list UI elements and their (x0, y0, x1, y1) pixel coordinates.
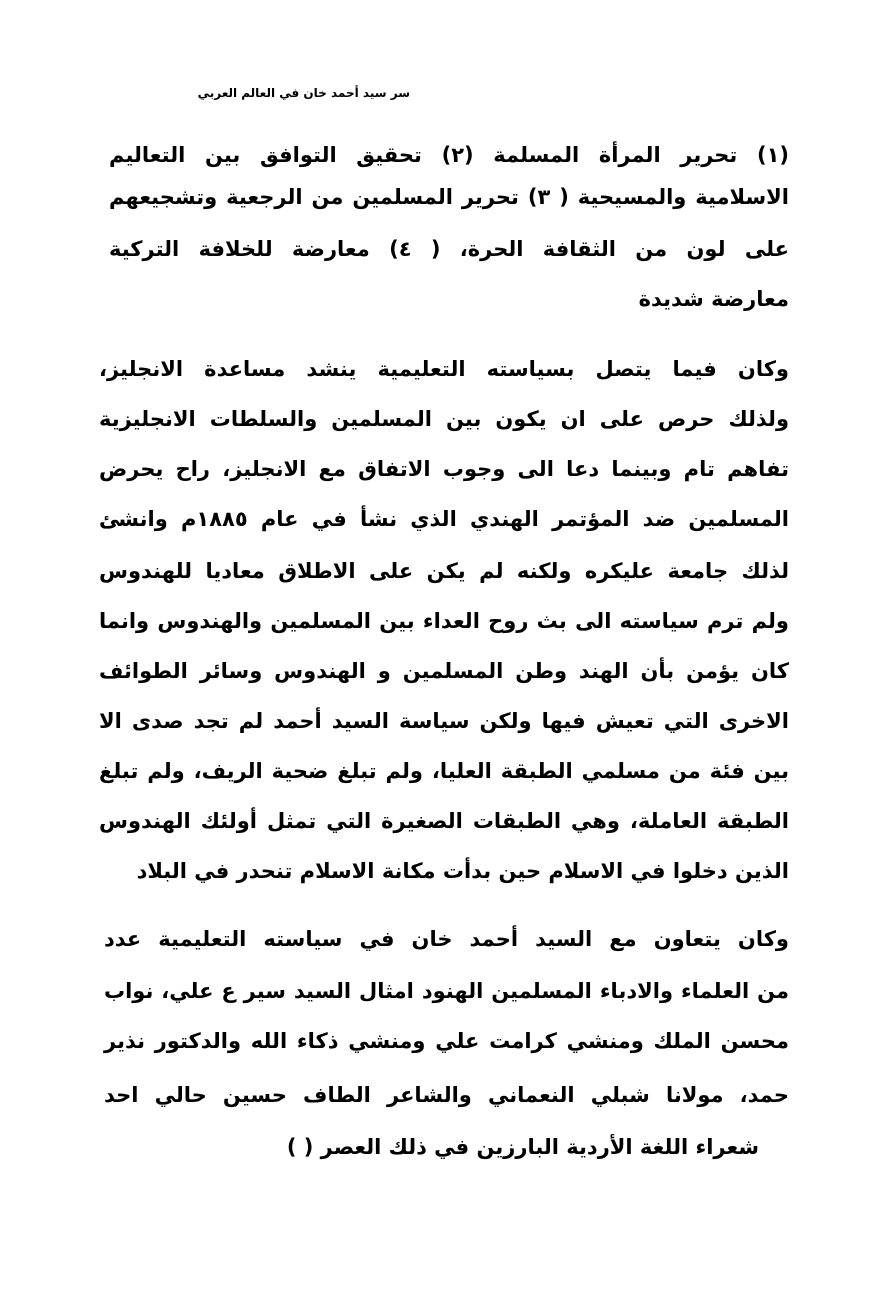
paragraph-2-line-7: كان يؤمن بأن الهند وطن المسلمين و الهندوس وسائر الطوائف (99, 659, 789, 683)
paragraph-2-line-10: الطبقة العاملة، وهي الطبقات الصغيرة التي تمثل أولئك الهندوس (99, 809, 789, 833)
paragraph-3-line-3: محسن الملك ومنشي كرامت علي ومنشي ذكاء الله والدكتور نذير (104, 1029, 789, 1053)
paragraph-2-line-6: ولم ترم سياسته الى بث روح العداء بين المسلمين والهندوس وانما (99, 609, 789, 633)
paragraph-2-line-5: لذلك جامعة عليكره ولكنه لم يكن على الاطلاق معاديا للهندوس (99, 559, 789, 583)
paragraph-2-line-9: بين فئة من مسلمي الطبقة العليا، ولم تبلغ ضحية الريف، ولم تبلغ (99, 759, 789, 783)
paragraph-2-line-3: تفاهم تام وبينما دعا الى وجوب الاتفاق مع الانجليز، راح يحرض (99, 457, 789, 481)
paragraph-2-line-4: المسلمين ضد المؤتمر الهندي الذي نشأ في عام ١٨٨٥م وانشئ (99, 507, 789, 531)
paragraph-3-line-5: شعراء اللغة الأردية البارزين في ذلك العصر ( ) (286, 1135, 759, 1159)
running-header: سر سيد أحمد خان في العالم العربي (197, 86, 410, 100)
paragraph-3-line-2: من العلماء والادباء المسلمين الهنود امثال السيد سير ع علي، نواب (104, 979, 789, 1003)
paragraph-2-line-1: وكان فيما يتصل بسياسته التعليمية ينشد مساعدة الانجليز، (99, 357, 789, 381)
paragraph-3-line-4: حمد، مولانا شبلي النعماني والشاعر الطاف حسين حالي احد (104, 1083, 789, 1107)
paragraph-1-line-3: على لون من الثقافة الحرة، ( ٤) معارضة للخلافة التركية (109, 237, 789, 261)
paragraph-2-line-11: الذين دخلوا في الاسلام حين بدأت مكانة الاسلام تنحدر في البلاد (136, 859, 789, 883)
paragraph-3-line-1: وكان يتعاون مع السيد أحمد خان في سياسته التعليمية عدد (104, 927, 789, 951)
paragraph-2-line-2: ولذلك حرص على ان يكون بين المسلمين والسلطات الانجليزية (99, 407, 789, 431)
paragraph-1-line-4: معارضة شديدة (638, 287, 789, 311)
paragraph-1-line-1: (١) تحرير المرأة المسلمة (٢) تحقيق التوافق بين التعاليم (109, 143, 789, 167)
paragraph-2-line-8: الاخرى التي تعيش فيها ولكن سياسة السيد أحمد لم تجد صدى الا (99, 709, 789, 733)
paragraph-1-line-2: الاسلامية والمسيحية ( ٣) تحرير المسلمين من الرجعية وتشجيعهم (109, 185, 789, 209)
